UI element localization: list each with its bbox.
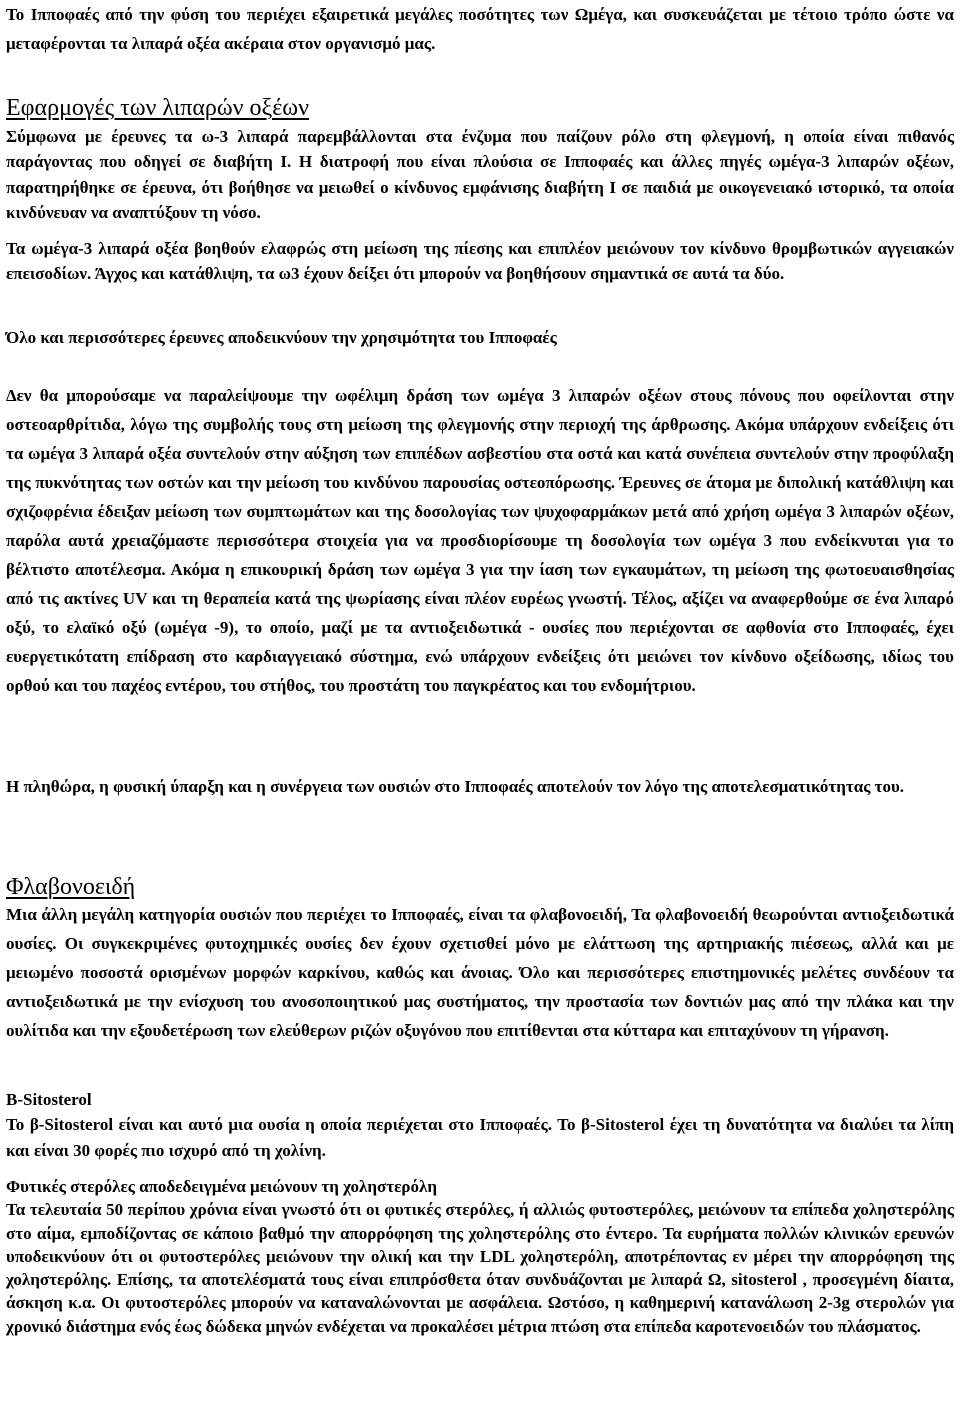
sitosterol-paragraph: Το β-Sitosterol είναι και αυτό μια ουσία η οποία περιέχεται στο Ιπποφαές. Το β-Sitosterol έχει τη δυνατότητα να διαλύει τα λίπη και είναι 30 φορές πιο ισχυρό από τη χολίνη. — [6, 1115, 954, 1160]
fatty-acids-body — [6, 124, 954, 225]
sterols-section — [6, 1175, 954, 1338]
fatty-acids-heading: Εφαρμογές των λιπαρών οξέων — [6, 95, 309, 121]
fatty-acids-paragraph-2: Τα ωμέγα-3 λιπαρά οξέα βοηθούν ελαφρώς στη μείωση της πίεσης και επιπλέον μειώνουν τον κίνδυνο θρομβωτικών αγγειακών επεισοδίων. Άγχος και κατάθλιψη, τα ω3 έχουν δείξει ότι μπορούν να βοηθήσουν σημαντικά σε αυτά τα δύο. — [6, 239, 954, 284]
flavonoids-paragraph: Μια άλλη μεγάλη κατηγορία ουσιών που περιέχει το Ιπποφαές, είναι τα φλαβονοειδή, Τα φλαβονοειδή θεωρούνται αντιοξειδωτικά ουσίες. Οι συγκεκριμένες φυτοχημικές ουσίες δεν έχουν σχετισθεί μόνο με ελάττωση της αρτηριακής πιέσεως, αλλά και με μειωμένο ποσοστά ορισμένων μορφών καρκίνου, καθώς και άνοιας. Όλο και περισσότερες επιστημονικές μελέτες συνδέουν τα αντιοξειδωτικά με την ενίσχυση του ανοσοποιητικού μας συστήματος, την προστασία των δοντιών μας από την πλάκα και την ουλίτιδα και την εξουδετέρωση των ελεύθερων ριζών οξυγόνου που επιτίθενται στα κύτταρα και επιταχύνουν τη γήρανση. — [6, 905, 954, 1040]
synergy-section — [6, 772, 954, 801]
fatty-acids-section — [6, 93, 954, 123]
flavonoids-body — [6, 900, 954, 1045]
sterols-title: Φυτικές στερόλες αποδεδειγμένα μειώνουν τη χοληστερόλη — [6, 1177, 437, 1196]
sitosterol-title: B-Sitosterol — [6, 1090, 92, 1109]
fatty-acids-body-2 — [6, 236, 954, 287]
sterols-paragraph: Τα τελευταία 50 περίπου χρόνια είναι γνωστό ότι οι φυτικές στερόλες, ή αλλιώς φυτοστερόλες, μειώνουν τα επίπεδα χοληστερόλης στο αίμα, εμποδίζοντας σε κάποιο βαθμό την απορρόφηση της χοληστερόλης στο έντερο. Τα ευρήματα πολλών κλινικών ερευνών υποδεικνύουν ότι οι φυτοστερόλες μειώνουν την ολική και την LDL χοληστερόλη, αποτρέποντας εν μέρει την απορρόφηση της χοληστερόλης. Επίσης, τα αποτελέσματά τους είναι επιπρόσθετα όταν συνδυάζονται με λιπαρά Ω, sitosterol , προσεγμένη δίαιτα, άσκηση κ.α. Οι φυτοστερόλες μπορούν να καταναλώνονται με ασφάλεια. Ωστόσο, η καθημερινή κατανάλωση 2-3g στερολών για χρονικό διάστημα ενός έως δώδεκα μηνών ενδέχεται να προκαλέσει μέτρια πτώση στα επίπεδα καροτενοειδών του πλάσματος. — [6, 1200, 954, 1336]
pain-section — [6, 381, 954, 700]
pain-paragraph: Δεν θα μπορούσαμε να παραλείψουμε την ωφέλιμη δράση των ωμέγα 3 λιπαρών οξέων στους πόνους που οφείλονται στην οστεοαρθρίτιδα, λόγω της συμβολής τους στη μείωση της φλεγμονής στην περιοχή της άρθρωσης. Ακόμα υπάρχουν ενδείξεις ότι τα ωμέγα 3 λιπαρά οξέα συντελούν στην αύξηση των επιπέδων ασβεστίου στα οστά και κατά συνέπεια συντελούν στην προφύλαξη της πυκνότητας των οστών και την μείωση του κινδύνου παρουσίας οστεοπόρωσης. Έρευνες σε άτομα με διπολική κατάθλιψη και σχιζοφρένια έδειξαν μείωση των συμπτωμάτων και της δοσολογίας των ψυχοφαρμάκων μετά από χρήση ωμέγα 3 λιπαρών οξέων, παρόλα αυτά χρειαζόμαστε περισσότερα στοιχεία για να προσδιορίσουμε τη δοσολογία των ωμέγα 3 που ενδείκνυται για το βέλτιστο αποτέλεσμα. Ακόμα η επικουρική δράση των ωμέγα 3 για την ίαση των εγκαυμάτων, τη μείωση της φωτοευαισθησίας από τις ακτίνες UV και τη θεραπεία κατά της ψωρίασης είναι πλέον ευρέως γνωστή. Τέλος, αξίζει να αναφερθούμε σε ένα λιπαρό οξύ, το ελαϊκό οξύ (ωμέγα -9), το οποίο, μαζί με τα αντιοξειδωτικά - ουσίες που περιέχονται σε αφθονία στο Ιπποφαές, έχει ευεργετικότατη επίδραση στο καρδιαγγειακό σύστημα, ενώ υπάρχουν ενδείξεις ότι μειώνει τον κίνδυνο οξείδωσης, ιδίως του ορθού και του παχέος εντέρου, του στήθος, του προστάτη του παγκρέατος και του ενδομήτριου. — [6, 386, 954, 695]
synergy-paragraph: Η πληθώρα, η φυσική ύπαρξη και η συνέργεια των ουσιών στο Ιπποφαές αποτελούν τον λόγο της αποτελεσματικότητας του. — [6, 777, 905, 796]
fatty-acids-paragraph-1: Σύμφωνα με έρευνες τα ω-3 λιπαρά παρεμβάλλονται στα ένζυμα που παίζουν ρόλο στη φλεγμονή, η οποία είναι πιθανός παράγοντας που οδηγεί σε διαβήτη Ι. Η διατροφή που είναι πλούσια σε Ιπποφαές και άλλες πηγές ωμέγα-3 λιπαρών οξέων, παρατηρήθηκε σε έρευνα, ότι βοήθησε να μειωθεί ο κίνδυνος εμφάνισης διαβήτη Ι σε παιδιά με οικογενειακό ιστορικό, τα οποία κινδύνευαν να αναπτύξουν τη νόσο. — [6, 127, 954, 222]
intro-paragraph: Το Ιπποφαές από την φύση του περιέχει εξαιρετικά μεγάλες ποσότητες των Ωμέγα, και συσκευάζεται με τέτοιο τρόπο ώστε να μεταφέρονται τα λιπαρά οξέα ακέραια στον οργανισμό μας. — [6, 5, 954, 53]
flavonoids-section — [6, 872, 954, 902]
fatty-acids-paragraph-3: Όλο και περισσότερες έρευνες αποδεικνύουν την χρησιμότητα του Ιπποφαές — [6, 328, 557, 347]
sitosterol-section — [6, 1087, 954, 1163]
flavonoids-heading: Φλαβονοειδή — [6, 874, 136, 900]
intro-block — [6, 0, 954, 58]
fatty-acids-body-3 — [6, 325, 954, 350]
